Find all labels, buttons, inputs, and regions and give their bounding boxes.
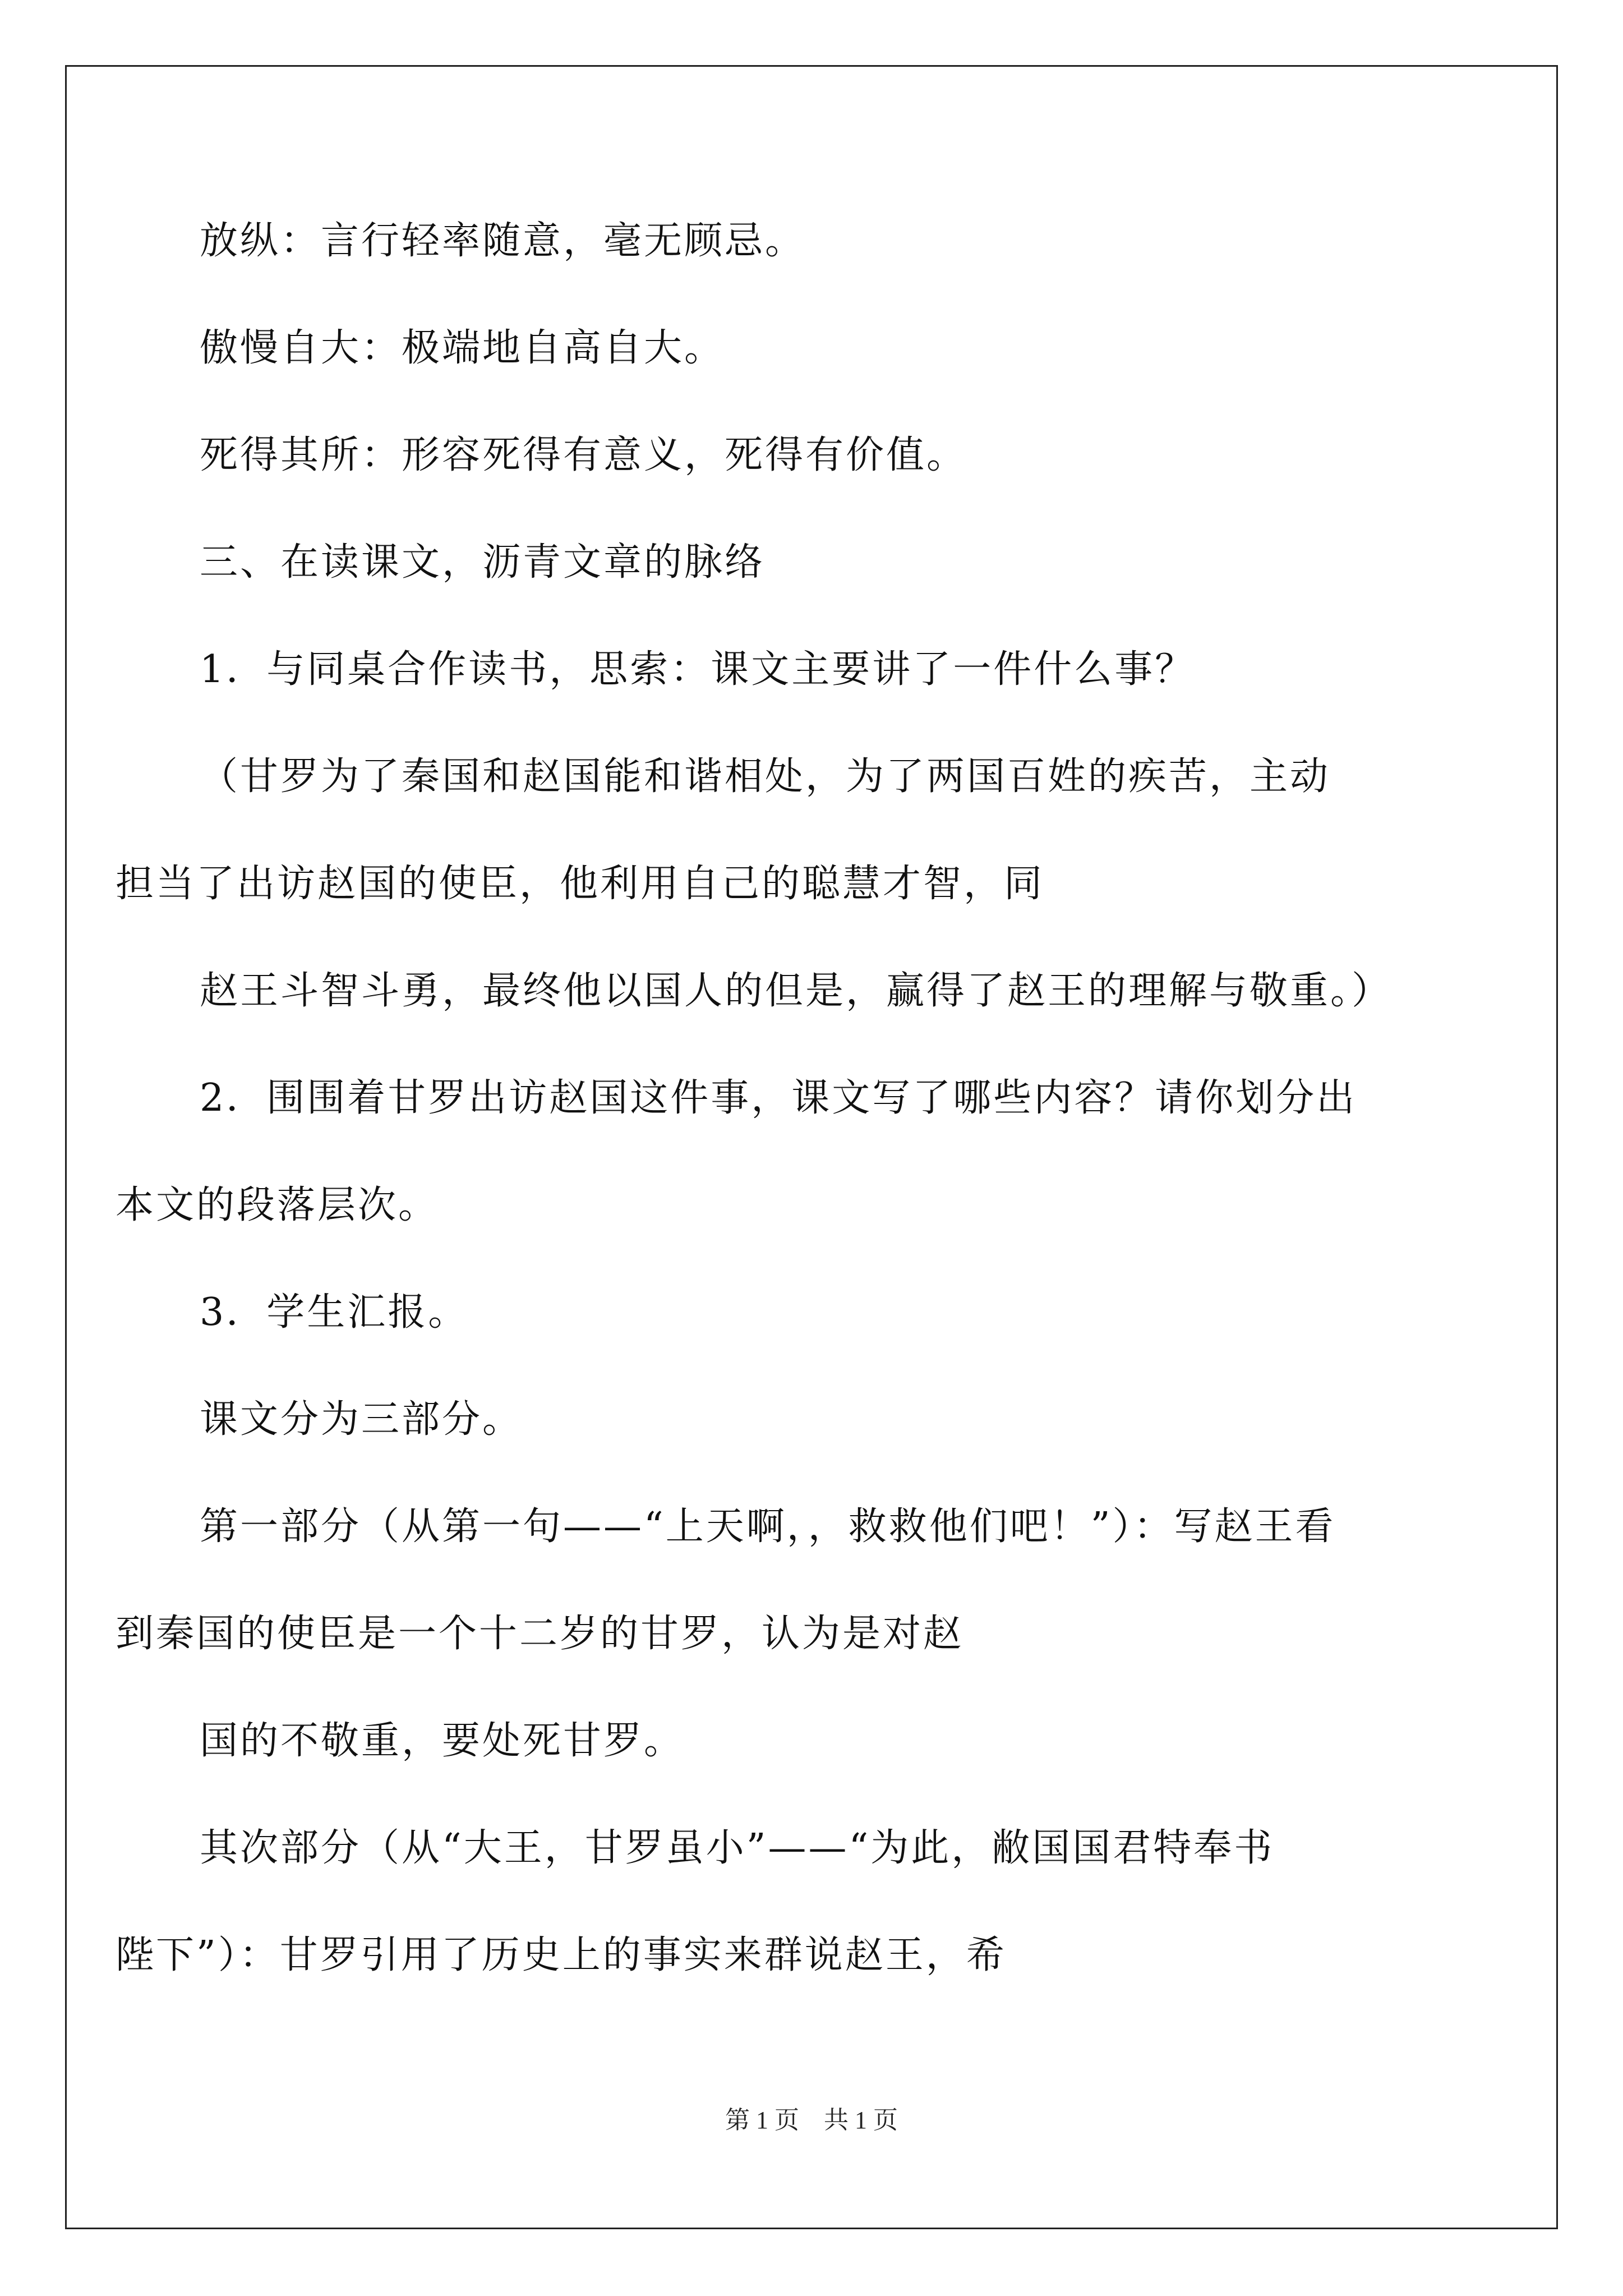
text-line: 第一部分（从第一句——“上天啊，，救救他们吧！”）：写赵王看	[200, 1504, 1336, 1549]
text-line: 傲慢自大：极端地自高自大。	[200, 326, 725, 370]
text-line: 赵王斗智斗勇，最终他以国人的但是，赢得了赵王的理解与敬重。）	[200, 969, 1393, 1013]
text-line: 到秦国的使臣是一个十二岁的甘罗，认为是对赵	[116, 1612, 964, 1656]
text-line: （甘罗为了秦国和赵国能和谐相处，为了两国百姓的疾苦，主动	[200, 754, 1331, 799]
page-footer	[0, 2106, 1623, 2135]
text-line: 死得其所：形容死得有意义，死得有价值。	[200, 433, 967, 477]
text-line: 课文分为三部分。	[200, 1397, 523, 1442]
text-line: 国的不敬重，要处死甘罗。	[200, 1719, 685, 1763]
text-line: 3．学生汇报。	[200, 1290, 469, 1335]
text-line: 放纵：言行轻率随意，毫无顾忌。	[200, 219, 806, 263]
text-line: 2．围围着甘罗出访赵国这件事，课文写了哪些内容？请你划分出	[200, 1076, 1357, 1120]
section-heading: 三、在读课文，沥青文章的脉络	[200, 540, 766, 585]
text-line: 本文的段落层次。	[116, 1183, 439, 1227]
text-line: 担当了出访赵国的使臣，他利用自己的聪慧才智，同	[116, 862, 1045, 906]
text-line: 其次部分（从“大王，甘罗虽小”——“为此，敝国国君特奉书	[200, 1826, 1275, 1870]
page-number: 第 1 页 共 1 页	[725, 2106, 898, 2134]
text-line: 1．与同桌合作读书，思索：课文主要讲了一件什么事？	[200, 647, 1196, 692]
text-line: 陛下”）：甘罗引用了历史上的事实来群说赵王，希	[116, 1933, 1007, 1977]
page-border	[65, 65, 1558, 2229]
